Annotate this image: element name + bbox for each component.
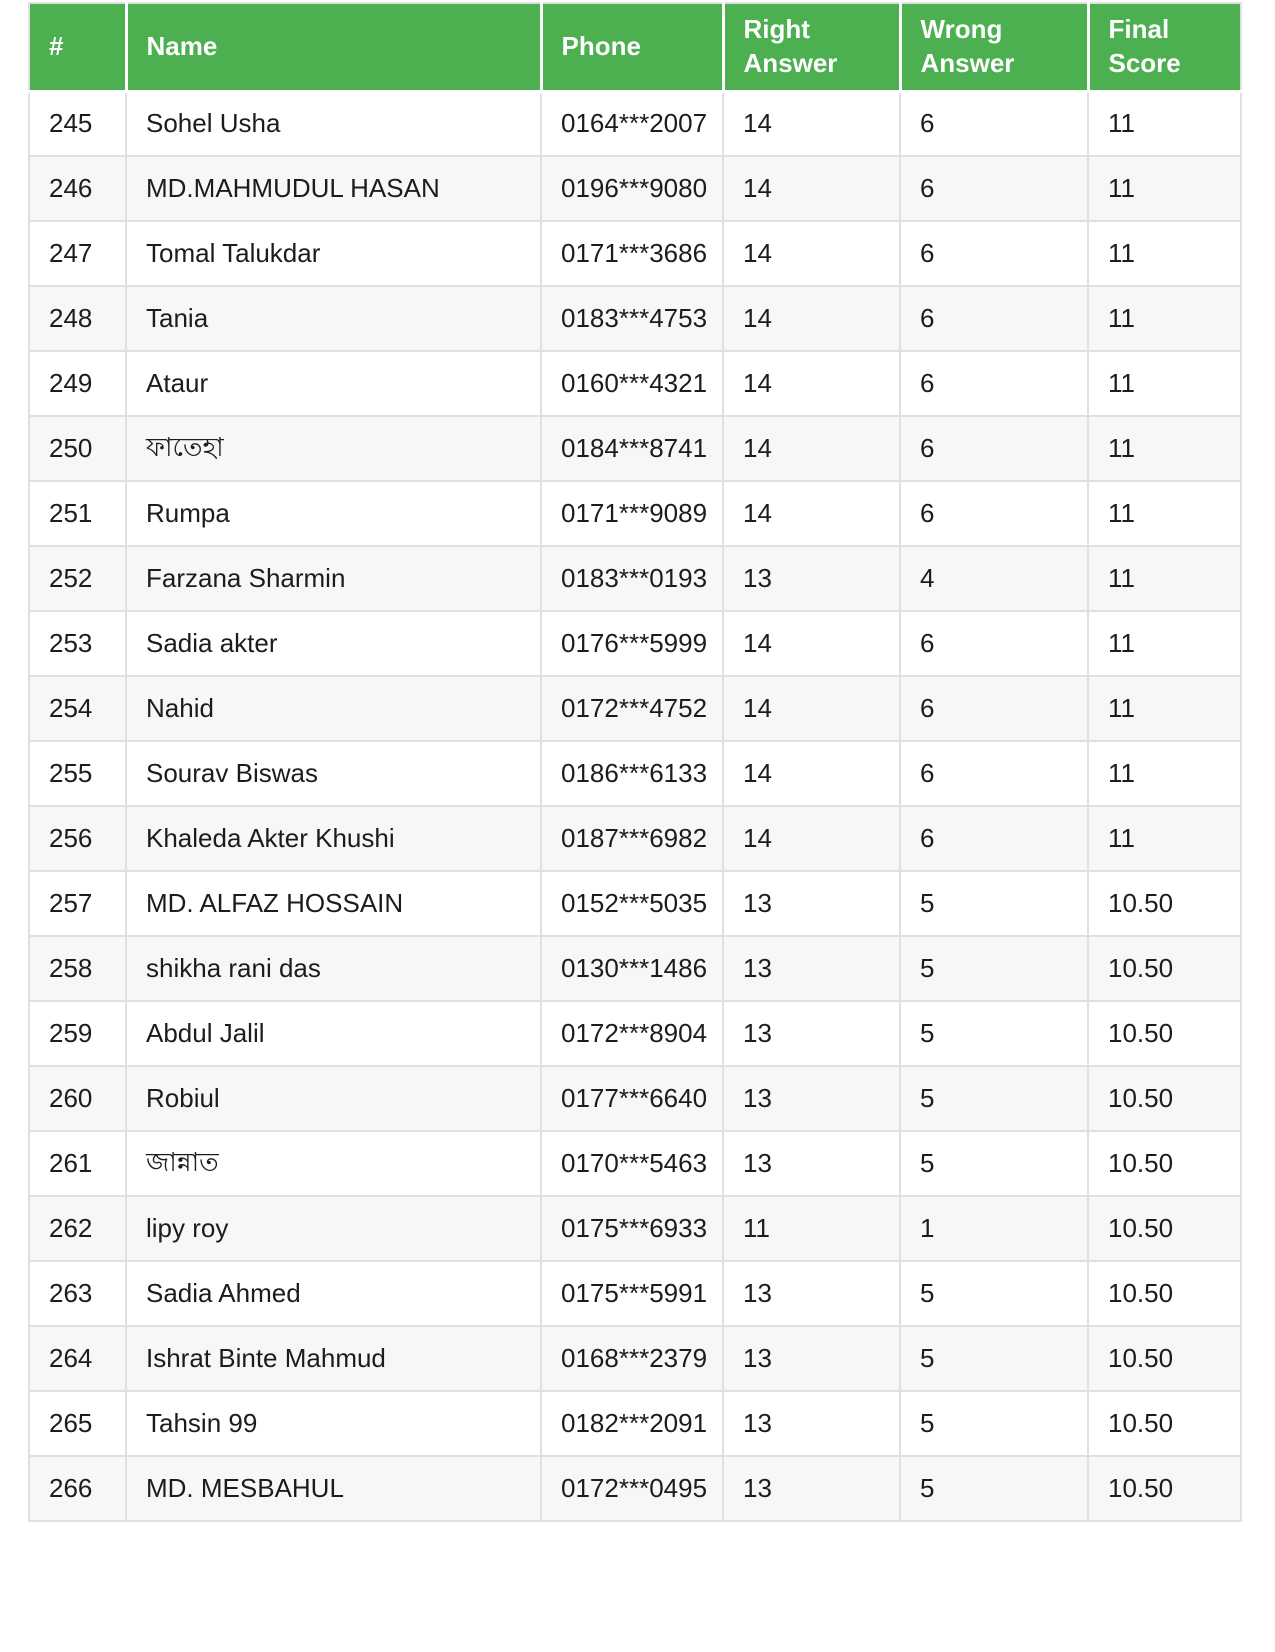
cell-final-score: 10.50: [1088, 871, 1241, 936]
table-row: [29, 1196, 1241, 1261]
cell-final-score: 10.50: [1088, 936, 1241, 1001]
cell-phone: 0196***9080: [541, 156, 723, 221]
cell-serial: 245: [29, 91, 126, 156]
column-header-name: [126, 3, 541, 91]
header-row: [29, 3, 1241, 91]
cell-final-score: 11: [1088, 741, 1241, 806]
cell-final-score: 10.50: [1088, 1131, 1241, 1196]
table-row: [29, 1261, 1241, 1326]
cell-phone: 0177***6640: [541, 1066, 723, 1131]
cell-final-score: 10.50: [1088, 1066, 1241, 1131]
cell-phone: 0171***3686: [541, 221, 723, 286]
cell-final-score: 11: [1088, 286, 1241, 351]
cell-name: MD. ALFAZ HOSSAIN: [126, 871, 541, 936]
cell-wrong-answer: 6: [900, 91, 1088, 156]
cell-name: MD.MAHMUDUL HASAN: [126, 156, 541, 221]
cell-final-score: 10.50: [1088, 1326, 1241, 1391]
column-header-phone-label: Phone: [561, 30, 641, 61]
cell-final-score: 11: [1088, 91, 1241, 156]
cell-name: Nahid: [126, 676, 541, 741]
cell-right-answer: 14: [723, 156, 900, 221]
cell-phone: 0175***6933: [541, 1196, 723, 1261]
cell-wrong-answer: 6: [900, 481, 1088, 546]
table-row: [29, 481, 1241, 546]
cell-right-answer: 14: [723, 351, 900, 416]
cell-final-score: 10.50: [1088, 1261, 1241, 1326]
cell-wrong-answer: 5: [900, 1326, 1088, 1391]
cell-wrong-answer: 5: [900, 1001, 1088, 1066]
column-header-serial: [29, 3, 126, 91]
cell-wrong-answer: 6: [900, 806, 1088, 871]
cell-name: Sourav Biswas: [126, 741, 541, 806]
cell-wrong-answer: 5: [900, 936, 1088, 1001]
cell-right-answer: 13: [723, 1391, 900, 1456]
cell-wrong-answer: 4: [900, 546, 1088, 611]
cell-final-score: 11: [1088, 481, 1241, 546]
cell-right-answer: 14: [723, 416, 900, 481]
table-row: [29, 351, 1241, 416]
column-header-right-answer-label: Right Answer: [743, 13, 838, 78]
cell-final-score: 10.50: [1088, 1456, 1241, 1521]
cell-final-score: 11: [1088, 221, 1241, 286]
cell-final-score: 10.50: [1088, 1196, 1241, 1261]
cell-phone: 0182***2091: [541, 1391, 723, 1456]
column-header-wrong-answer-label: Wrong Answer: [920, 13, 1015, 78]
cell-phone: 0170***5463: [541, 1131, 723, 1196]
table-row: [29, 546, 1241, 611]
cell-right-answer: 14: [723, 741, 900, 806]
cell-name: Ishrat Binte Mahmud: [126, 1326, 541, 1391]
table-row: [29, 1326, 1241, 1391]
cell-wrong-answer: 6: [900, 221, 1088, 286]
cell-phone: 0160***4321: [541, 351, 723, 416]
table-row: [29, 936, 1241, 1001]
cell-phone: 0172***8904: [541, 1001, 723, 1066]
cell-final-score: 11: [1088, 676, 1241, 741]
cell-wrong-answer: 6: [900, 741, 1088, 806]
cell-name: MD. MESBAHUL: [126, 1456, 541, 1521]
table-header: [29, 3, 1241, 91]
column-header-name-label: Name: [146, 30, 218, 61]
cell-wrong-answer: 5: [900, 1456, 1088, 1521]
cell-serial: 249: [29, 351, 126, 416]
cell-name: Rumpa: [126, 481, 541, 546]
cell-serial: 258: [29, 936, 126, 1001]
cell-final-score: 11: [1088, 806, 1241, 871]
cell-phone: 0187***6982: [541, 806, 723, 871]
cell-phone: 0171***9089: [541, 481, 723, 546]
cell-name: Farzana Sharmin: [126, 546, 541, 611]
cell-name: Tahsin 99: [126, 1391, 541, 1456]
table-row: [29, 1456, 1241, 1521]
cell-wrong-answer: 6: [900, 286, 1088, 351]
column-header-final-score: [1088, 3, 1241, 91]
cell-name: Sadia Ahmed: [126, 1261, 541, 1326]
cell-wrong-answer: 5: [900, 1066, 1088, 1131]
cell-name: Tomal Talukdar: [126, 221, 541, 286]
column-header-serial-label: #: [49, 30, 64, 61]
cell-name: Tania: [126, 286, 541, 351]
table-row: [29, 806, 1241, 871]
cell-serial: 255: [29, 741, 126, 806]
table-row: [29, 871, 1241, 936]
cell-right-answer: 14: [723, 91, 900, 156]
cell-phone: 0183***0193: [541, 546, 723, 611]
table-row: [29, 91, 1241, 156]
cell-right-answer: 14: [723, 481, 900, 546]
cell-wrong-answer: 1: [900, 1196, 1088, 1261]
cell-serial: 250: [29, 416, 126, 481]
cell-serial: 246: [29, 156, 126, 221]
cell-serial: 260: [29, 1066, 126, 1131]
cell-phone: 0152***5035: [541, 871, 723, 936]
cell-wrong-answer: 6: [900, 156, 1088, 221]
cell-right-answer: 13: [723, 1066, 900, 1131]
cell-wrong-answer: 5: [900, 1391, 1088, 1456]
cell-serial: 263: [29, 1261, 126, 1326]
cell-right-answer: 13: [723, 1261, 900, 1326]
cell-name: Abdul Jalil: [126, 1001, 541, 1066]
cell-right-answer: 14: [723, 611, 900, 676]
cell-phone: 0175***5991: [541, 1261, 723, 1326]
table-row: [29, 1001, 1241, 1066]
cell-phone: 0172***4752: [541, 676, 723, 741]
cell-right-answer: 13: [723, 1326, 900, 1391]
cell-name: shikha rani das: [126, 936, 541, 1001]
cell-right-answer: 13: [723, 1456, 900, 1521]
column-header-phone: [541, 3, 723, 91]
cell-phone: 0186***6133: [541, 741, 723, 806]
cell-final-score: 10.50: [1088, 1001, 1241, 1066]
cell-right-answer: 13: [723, 546, 900, 611]
cell-serial: 253: [29, 611, 126, 676]
cell-final-score: 11: [1088, 416, 1241, 481]
table-row: [29, 286, 1241, 351]
cell-phone: 0184***8741: [541, 416, 723, 481]
cell-phone: 0183***4753: [541, 286, 723, 351]
cell-serial: 264: [29, 1326, 126, 1391]
column-header-final-score-label: Final Score: [1108, 13, 1181, 78]
table-row: [29, 1391, 1241, 1456]
cell-phone: 0176***5999: [541, 611, 723, 676]
cell-wrong-answer: 5: [900, 871, 1088, 936]
cell-name: Robiul: [126, 1066, 541, 1131]
cell-phone: 0130***1486: [541, 936, 723, 1001]
table-body: [29, 91, 1241, 1521]
cell-final-score: 10.50: [1088, 1391, 1241, 1456]
table-row: [29, 221, 1241, 286]
cell-name: ফাতেহা: [126, 416, 541, 481]
cell-right-answer: 14: [723, 286, 900, 351]
column-header-right-answer: [723, 3, 900, 91]
cell-right-answer: 13: [723, 871, 900, 936]
cell-wrong-answer: 5: [900, 1131, 1088, 1196]
cell-wrong-answer: 5: [900, 1261, 1088, 1326]
table-row: [29, 741, 1241, 806]
cell-serial: 256: [29, 806, 126, 871]
cell-wrong-answer: 6: [900, 351, 1088, 416]
cell-name: lipy roy: [126, 1196, 541, 1261]
cell-serial: 259: [29, 1001, 126, 1066]
cell-serial: 251: [29, 481, 126, 546]
table-row: [29, 1066, 1241, 1131]
table-row: [29, 1131, 1241, 1196]
cell-wrong-answer: 6: [900, 611, 1088, 676]
cell-right-answer: 14: [723, 676, 900, 741]
cell-right-answer: 11: [723, 1196, 900, 1261]
cell-final-score: 11: [1088, 546, 1241, 611]
cell-name: Khaleda Akter Khushi: [126, 806, 541, 871]
results-table: [28, 2, 1242, 1522]
cell-right-answer: 13: [723, 1001, 900, 1066]
cell-right-answer: 13: [723, 936, 900, 1001]
cell-right-answer: 14: [723, 221, 900, 286]
cell-phone: 0164***2007: [541, 91, 723, 156]
cell-wrong-answer: 6: [900, 416, 1088, 481]
cell-name: Sadia akter: [126, 611, 541, 676]
cell-final-score: 11: [1088, 611, 1241, 676]
cell-serial: 261: [29, 1131, 126, 1196]
cell-serial: 254: [29, 676, 126, 741]
table-row: [29, 156, 1241, 221]
table-row: [29, 676, 1241, 741]
cell-serial: 265: [29, 1391, 126, 1456]
table-row: [29, 416, 1241, 481]
cell-name: Ataur: [126, 351, 541, 416]
cell-name: Sohel Usha: [126, 91, 541, 156]
cell-wrong-answer: 6: [900, 676, 1088, 741]
cell-serial: 266: [29, 1456, 126, 1521]
cell-serial: 248: [29, 286, 126, 351]
cell-serial: 252: [29, 546, 126, 611]
table-row: [29, 611, 1241, 676]
cell-serial: 247: [29, 221, 126, 286]
cell-right-answer: 13: [723, 1131, 900, 1196]
cell-final-score: 11: [1088, 351, 1241, 416]
column-header-wrong-answer: [900, 3, 1088, 91]
cell-final-score: 11: [1088, 156, 1241, 221]
cell-name: জান্নাত: [126, 1131, 541, 1196]
cell-phone: 0172***0495: [541, 1456, 723, 1521]
cell-serial: 262: [29, 1196, 126, 1261]
cell-right-answer: 14: [723, 806, 900, 871]
cell-serial: 257: [29, 871, 126, 936]
cell-phone: 0168***2379: [541, 1326, 723, 1391]
